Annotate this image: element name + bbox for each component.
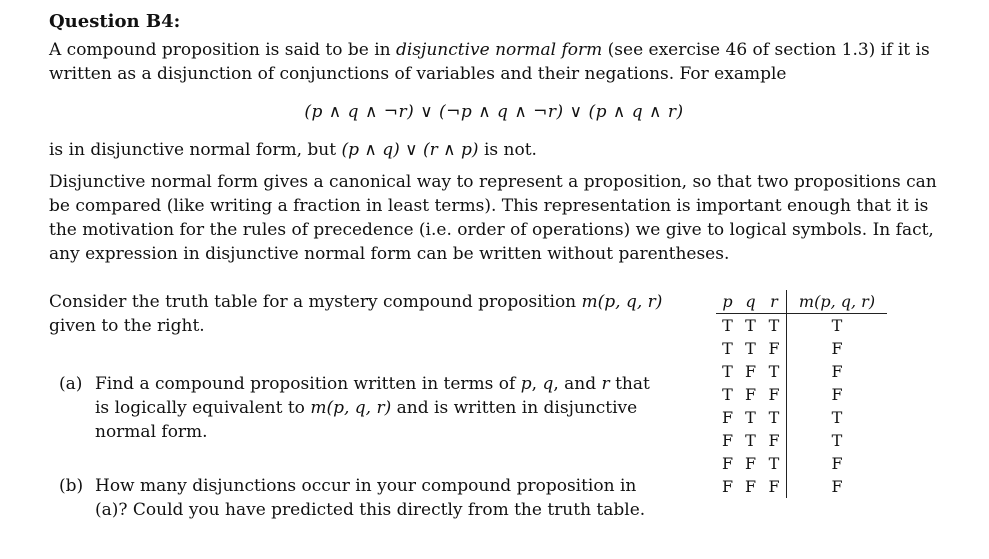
part-a-text-2: , (531, 374, 543, 394)
not-example-text: is in disjunctive normal form, but (49, 140, 342, 160)
truth-table (716, 290, 887, 498)
cell-m: F (831, 339, 843, 358)
cell-p: T (722, 339, 733, 358)
cell-p: F (721, 431, 734, 450)
cell-q: T (745, 408, 756, 427)
table-row (716, 314, 887, 338)
cell-p: F (721, 408, 734, 427)
not-example-line (49, 138, 939, 162)
table-row (716, 452, 887, 475)
cell-q: T (745, 316, 756, 335)
table-row (716, 360, 887, 383)
cell-p: T (722, 362, 733, 381)
cell-q: F (744, 454, 757, 473)
cell-q: F (744, 362, 757, 381)
part-a-formula: m(p, q, r) (310, 398, 392, 418)
header-r: r (762, 290, 787, 314)
table-row (716, 429, 887, 452)
cell-r: T (762, 314, 787, 338)
cell-q: T (745, 339, 756, 358)
intro-text: A compound proposition is said to be in (49, 40, 396, 60)
header-m: m(p, q, r) (787, 290, 888, 314)
questions-column (49, 290, 669, 522)
cell-p: F (721, 454, 734, 473)
cell-m: T (831, 431, 843, 450)
cell-m: F (831, 385, 843, 404)
consider-formula: m(p, q, r) (581, 292, 663, 312)
cell-r: F (762, 429, 787, 452)
table-row (716, 406, 887, 429)
part-a (49, 372, 669, 444)
cell-m: F (831, 454, 843, 473)
precedence-paragraph: Disjunctive normal form gives a canonical way to represent a proposition, so that two propositions can be compared (like writing a fraction in least terms). This representation is important enough that it is the motivation for the rules of precedence (i.e. order of operations) we give to logical symbols. In fact, any expression in disjunctive normal form can be written without parentheses. (49, 172, 937, 264)
cell-q: F (744, 385, 757, 404)
part-a-text-5: and is written in disjunctive normal form. (95, 398, 638, 442)
question-title: Question B4: (49, 11, 181, 32)
cell-p: T (722, 316, 733, 335)
part-a-label: (a) (59, 374, 83, 394)
consider-text: Consider the truth table for a mystery compound proposition (49, 292, 582, 312)
cell-r: F (762, 337, 787, 360)
table-row (716, 475, 887, 498)
part-a-var-p: p (520, 374, 532, 394)
consider-end: given to the right. (49, 316, 205, 336)
part-a-text-3: , and (553, 374, 602, 394)
cell-q: T (745, 431, 756, 450)
intro-paragraph (49, 38, 939, 86)
question-page (49, 10, 939, 520)
cell-m: F (831, 477, 843, 496)
cell-r: T (762, 406, 787, 429)
cell-m: T (831, 316, 843, 335)
part-b-text: How many disjunctions occur in your compound proposition in (a)? Could you have predicted this directly from the truth table. (95, 476, 646, 520)
cell-m: F (831, 362, 843, 381)
cell-p: T (722, 385, 733, 404)
part-a-var-q: q (542, 374, 554, 394)
consider-paragraph (49, 290, 669, 338)
part-b-label: (b) (59, 476, 84, 496)
cell-r: F (762, 383, 787, 406)
cell-r: F (762, 475, 787, 498)
cell-p: F (721, 477, 734, 496)
header-q: q (739, 290, 762, 314)
example-formula: (p ∧ q ∧ ¬r) ∨ (¬p ∧ q ∧ ¬r) ∨ (p ∧ q ∧ r) (304, 102, 684, 122)
not-example-end: is not. (478, 140, 537, 160)
part-b (49, 474, 669, 522)
part-a-var-r: r (601, 374, 610, 394)
table-row (716, 383, 887, 406)
header-p: p (716, 290, 739, 314)
part-a-text-1: Find a compound proposition written in terms of (95, 374, 521, 394)
part-a-text-4: that is logically equivalent to (95, 374, 650, 418)
intro-text-end: (see exercise 46 of section 1.3) if it is written as a disjunction of conjunctions of variables and their negations. For example (49, 40, 930, 84)
not-example-formula: (p ∧ q) ∨ (r ∧ p) (341, 140, 479, 160)
cell-q: F (744, 477, 757, 496)
cell-m: T (831, 408, 843, 427)
cell-r: T (762, 360, 787, 383)
truth-table-header (716, 290, 887, 314)
table-row (716, 337, 887, 360)
cell-r: T (762, 452, 787, 475)
intro-emphasis: disjunctive normal form (396, 40, 603, 60)
